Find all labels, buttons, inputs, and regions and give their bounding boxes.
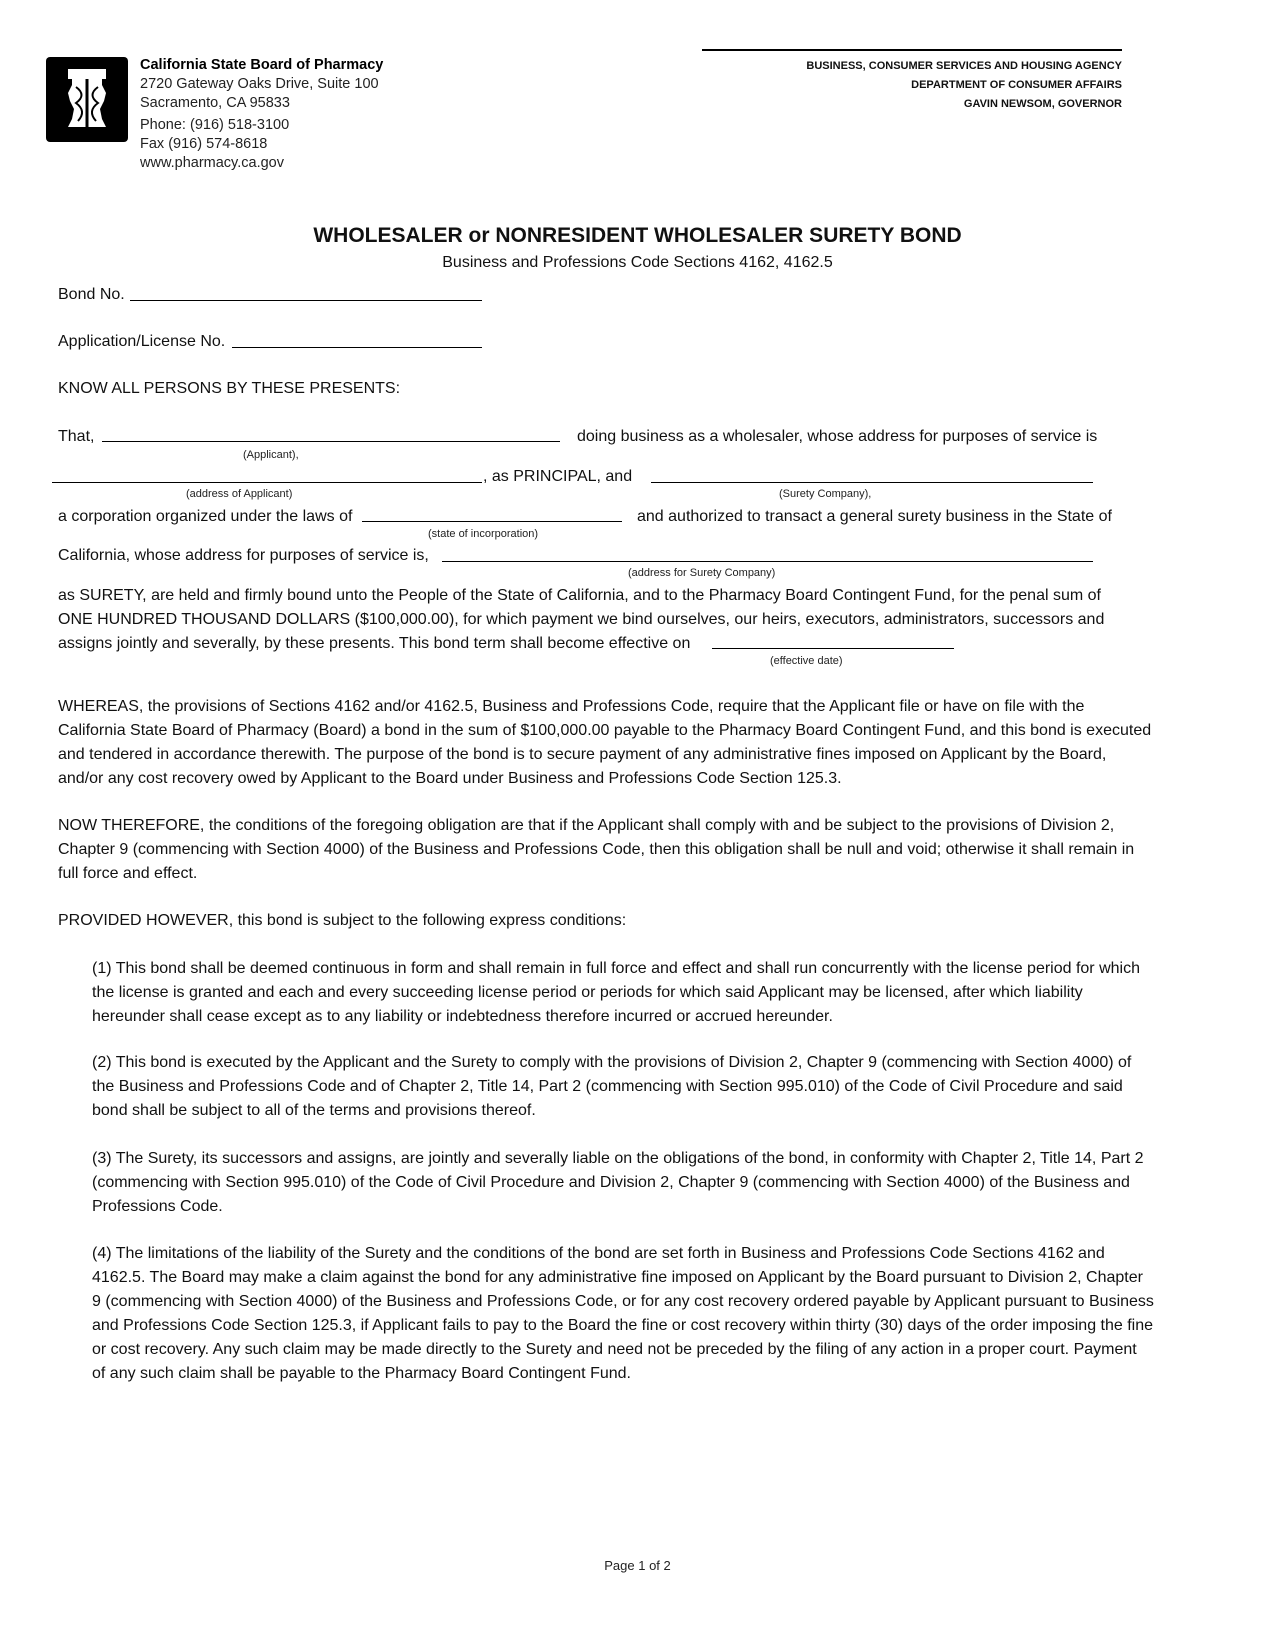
effective-date-field[interactable] — [712, 648, 954, 649]
document-title: WHOLESALER or NONRESIDENT WHOLESALER SURETY BOND — [313, 224, 962, 247]
condition-2: (2) This bond is executed by the Applicant and the Surety to comply with the provisions of Division 2, Chapter 9 (commencing with Section 4000) of the Business and Professions Code and of Chapter 2, Title 14, Part 2 (commencing with Section 995.010) of the Code of Civil Procedure and said bond shall be subject to all of the terms and provisions thereof. — [92, 1054, 1132, 1119]
board-contact-block — [140, 56, 383, 173]
provided-however-paragraph: PROVIDED HOWEVER, this bond is subject to the following express conditions: — [58, 912, 627, 929]
whereas-paragraph: WHEREAS, the provisions of Sections 4162 and/or 4162.5, Business and Professions Code, require that the Applicant file or have on file with the California State Board of Pharmacy (Board) a bond in the sum of $100,000.00 payable to the Pharmacy Board Contingent Fund, and this bond is executed and tendered in accordance therewith. The purpose of the bond is to secure payment of any administrative fines imposed on Applicant by the Board, and/or any cost recovery owed by Applicant to the Board under Business and Professions Code Section 125.3. — [58, 698, 1152, 787]
condition-4: (4) The limitations of the liability of the Surety and the conditions of the bond are set forth in Business and Professions Code Sections 4162 and 4162.5. The Board may make a claim against the bond for any administrative fine imposed on Applicant by the Board pursuant to Division 2, Chapter 9 (commencing with Section 4000) of the Business and Professions Code, or for any cost recovery ordered payable by Applicant pursuant to Business and Professions Code Section 125.3, if Applicant fails to pay to the Board the fine or cost recovery within thirty (30) days of the order imposing the fine or cost recovery. Any such claim may be made directly to the Surety and need not be preceded by the filing of any action in a proper court. Payment of any such claim shall be payable to the Pharmacy Board Contingent Fund. — [92, 1245, 1154, 1382]
surety-address-caption: (address for Surety Company) — [628, 567, 776, 579]
surety-line-3: assigns jointly and severally, by these presents. This bond term shall become effective on — [58, 635, 691, 652]
condition-1: (1) This bond shall be deemed continuous in form and shall remain in full force and effect and shall run concurrently with the license period for which the license is granted and each and every succeeding license period or periods for which said Applicant may be licensed, after which liability hereunder shall cease except as to any liability or indebtedness therefore incurred or accrued hereunder. — [92, 960, 1140, 1025]
board-name: California State Board of Pharmacy — [140, 57, 384, 73]
license-number-label: Application/License No. — [58, 333, 226, 350]
surety-line-1: as SURETY, are held and firmly bound unto the People of the State of California, and to the Pharmacy Board Contingent Fund, for the penal sum of — [58, 587, 1101, 604]
page-number: Page 1 of 2 — [604, 1558, 671, 1573]
board-fax: Fax (916) 574-8618 — [140, 136, 268, 152]
now-therefore-paragraph: NOW THEREFORE, the conditions of the foregoing obligation are that if the Applicant shall comply with and be subject to the provisions of Division 2, Chapter 9 (commencing with Section 4000) of the Business and Professions Code, then this obligation shall be null and void; otherwise it shall remain in full force and effect. — [58, 817, 1135, 882]
department-name: DEPARTMENT OF CONSUMER AFFAIRS — [911, 79, 1122, 91]
know-all-heading: KNOW ALL PERSONS BY THESE PRESENTS: — [58, 380, 401, 397]
governor-name: GAVIN NEWSOM, GOVERNOR — [963, 98, 1122, 110]
state-incorporation-caption: (state of incorporation) — [428, 528, 539, 540]
board-address-line1: 2720 Gateway Oaks Drive, Suite 100 — [140, 76, 379, 92]
principal-text: , as PRINCIPAL, and — [483, 468, 633, 485]
board-logo — [46, 57, 128, 142]
condition-3: (3) The Surety, its successors and assigns, are jointly and severally liable on the obligations of the bond, in conformity with Chapter 2, Title 14, Part 2 (commencing with Section 995.010) of the Code of Civil Procedure and Division 2, Chapter 9 (commencing with Section 4000) of the Business and Professions Code. — [92, 1150, 1144, 1215]
mortar-pestle-icon — [46, 57, 128, 142]
document-subtitle: Business and Professions Code Sections 4162, 4162.5 — [442, 254, 833, 271]
applicant-field[interactable] — [102, 441, 560, 442]
california-service-text: California, whose address for purposes of service is, — [58, 547, 429, 564]
surety-company-caption: (Surety Company), — [779, 488, 872, 500]
board-phone: Phone: (916) 518-3100 — [140, 117, 290, 133]
board-address-line2: Sacramento, CA 95833 — [140, 95, 290, 111]
bond-number-label: Bond No. — [58, 286, 125, 303]
bond-number-field[interactable] — [130, 300, 482, 301]
applicant-address-caption: (address of Applicant) — [186, 488, 293, 500]
authorized-text: and authorized to transact a general surety business in the State of — [637, 508, 1112, 525]
license-number-field[interactable] — [232, 347, 482, 348]
board-website: www.pharmacy.ca.gov — [140, 155, 284, 171]
applicant-caption: (Applicant), — [243, 449, 299, 461]
doing-business-text: doing business as a wholesaler, whose address for purposes of service is — [577, 428, 1098, 445]
corporation-text: a corporation organized under the laws of — [58, 508, 353, 525]
agency-name: BUSINESS, CONSUMER SERVICES AND HOUSING AGENCY — [806, 60, 1122, 72]
surety-address-field[interactable] — [442, 561, 1093, 562]
that-label: That, — [58, 428, 95, 445]
surety-line-2: ONE HUNDRED THOUSAND DOLLARS ($100,000.00), for which payment we bind ourselves, our heirs, executors, administrators, successors and — [58, 611, 1105, 628]
effective-date-caption: (effective date) — [770, 655, 843, 667]
applicant-address-field[interactable] — [52, 482, 482, 483]
surety-company-field[interactable] — [651, 482, 1093, 483]
state-incorporation-field[interactable] — [362, 521, 622, 522]
agency-block — [702, 49, 1122, 114]
